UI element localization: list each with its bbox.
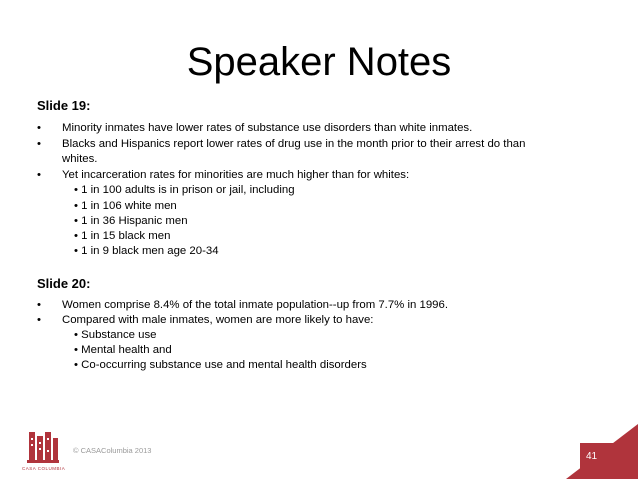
bullet-text: Yet incarceration rates for minorities are much higher than for whites: — [62, 169, 410, 181]
bullet-marker: • — [37, 138, 41, 150]
slide-title: Speaker Notes — [186, 40, 452, 84]
slide-20-sub-bullet: • Co-occurring substance use and mental health disorders — [74, 359, 367, 371]
bullet-text: Minority inmates have lower rates of substance use disorders than white inmates. — [62, 122, 473, 134]
slide-19-sub-bullet: • 1 in 100 adults is in prison or jail, including — [74, 184, 295, 196]
bullet-text: Compared with male inmates, women are more likely to have: — [62, 314, 374, 326]
bullet-text: Women comprise 8.4% of the total inmate population--up from 7.7% in 1996. — [62, 299, 449, 311]
bullet-text: whites. — [62, 153, 98, 165]
slide-20-sub-bullet: • Substance use — [74, 329, 157, 341]
bullet-text: Blacks and Hispanics report lower rates of drug use in the month prior to their arrest do than — [62, 138, 526, 150]
bullet-marker: • — [37, 122, 41, 134]
bullet-marker: • — [37, 169, 41, 181]
slide-19-sub-bullet: • 1 in 9 black men age 20-34 — [74, 245, 219, 257]
page-number: 41 — [586, 451, 598, 462]
copyright-text: © CASAColumbia 2013 — [73, 446, 152, 455]
bullet-marker: • — [37, 299, 41, 311]
slide-19-heading: Slide 19: — [37, 98, 91, 113]
slide-19-sub-bullet: • 1 in 15 black men — [74, 230, 171, 242]
slide-19-sub-bullet: • 1 in 106 white men — [74, 200, 177, 212]
logo-wordmark: CASA COLUMBIA — [22, 466, 66, 471]
slide-20-heading: Slide 20: — [37, 276, 91, 291]
slide-19-sub-bullet: • 1 in 36 Hispanic men — [74, 215, 188, 227]
bullet-marker: • — [37, 314, 41, 326]
slide-20-sub-bullet: • Mental health and — [74, 344, 172, 356]
